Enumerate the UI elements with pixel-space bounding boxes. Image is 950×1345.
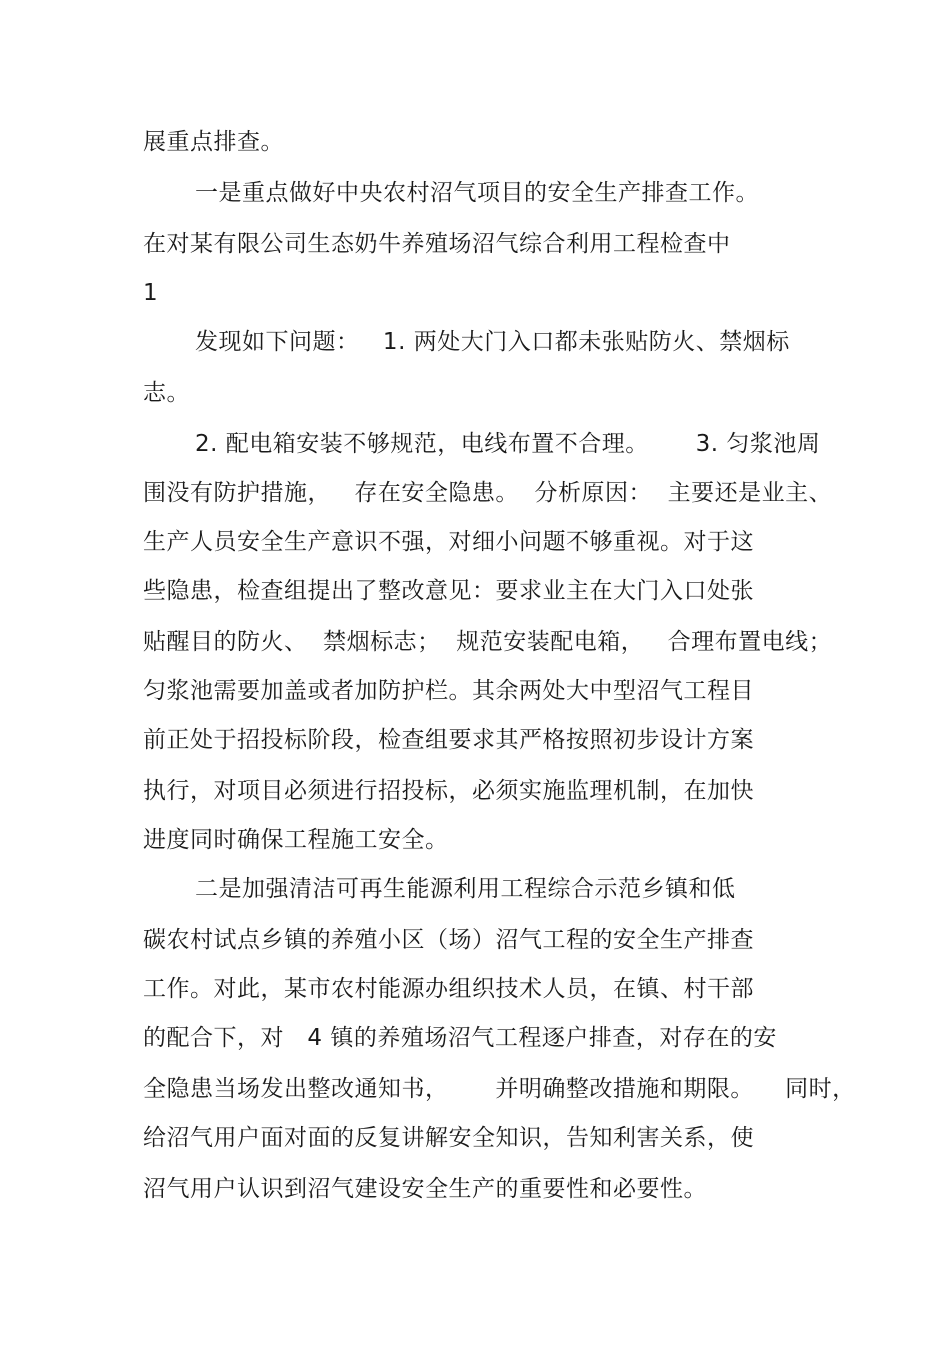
text-line: 进度同时确保工程施工安全。: [143, 827, 449, 853]
page-number: 1: [143, 280, 159, 306]
text-line: 些隐患，检查组提出了整改意见：要求业主在大门入口处张: [143, 578, 754, 604]
text-line: 的配合下，对 4 镇的养殖场沼气工程逐户排查，对存在的安: [143, 1025, 777, 1051]
paragraph-first-line: 发现如下问题： 1. 两处大门入口都未张贴防火、禁烟标: [195, 329, 790, 355]
text-line: 碳农村试点乡镇的养殖小区（场）沼气工程的安全生产排查: [143, 927, 754, 953]
text-line: 给沼气用户面对面的反复讲解安全知识，告知利害关系，使: [143, 1125, 754, 1151]
text-line: 展重点排查。: [143, 129, 284, 155]
text-line: 生产人员安全生产意识不强，对细小问题不够重视。对于这: [143, 529, 754, 555]
text-line: 围没有防护措施， 存在安全隐患。 分析原因： 主要还是业主、: [143, 480, 833, 506]
text-line: 沼气用户认识到沼气建设安全生产的重要性和必要性。: [143, 1176, 707, 1202]
paragraph-first-line: 2. 配电箱安装不够规范，电线布置不合理。 3. 匀浆池周: [195, 431, 821, 457]
text-line: 贴醒目的防火、 禁烟标志； 规范安装配电箱， 合理布置电线；: [143, 629, 833, 655]
text-line: 志。: [143, 380, 190, 406]
paragraph-first-line: 二是加强清洁可再生能源利用工程综合示范乡镇和低: [195, 876, 736, 902]
text-line: 全隐患当场发出整改通知书， 并明确整改措施和期限。 同时，: [143, 1076, 856, 1102]
text-line: 匀浆池需要加盖或者加防护栏。其余两处大中型沼气工程目: [143, 678, 754, 704]
text-line: 执行，对项目必须进行招投标，必须实施监理机制，在加快: [143, 778, 754, 804]
text-line: 工作。对此，某市农村能源办组织技术人员，在镇、村干部: [143, 976, 754, 1002]
text-line: 前正处于招投标阶段，检查组要求其严格按照初步设计方案: [143, 727, 754, 753]
text-line: 在对某有限公司生态奶牛养殖场沼气综合利用工程检查中: [143, 231, 731, 257]
paragraph-first-line: 一是重点做好中央农村沼气项目的安全生产排查工作。: [195, 180, 759, 206]
